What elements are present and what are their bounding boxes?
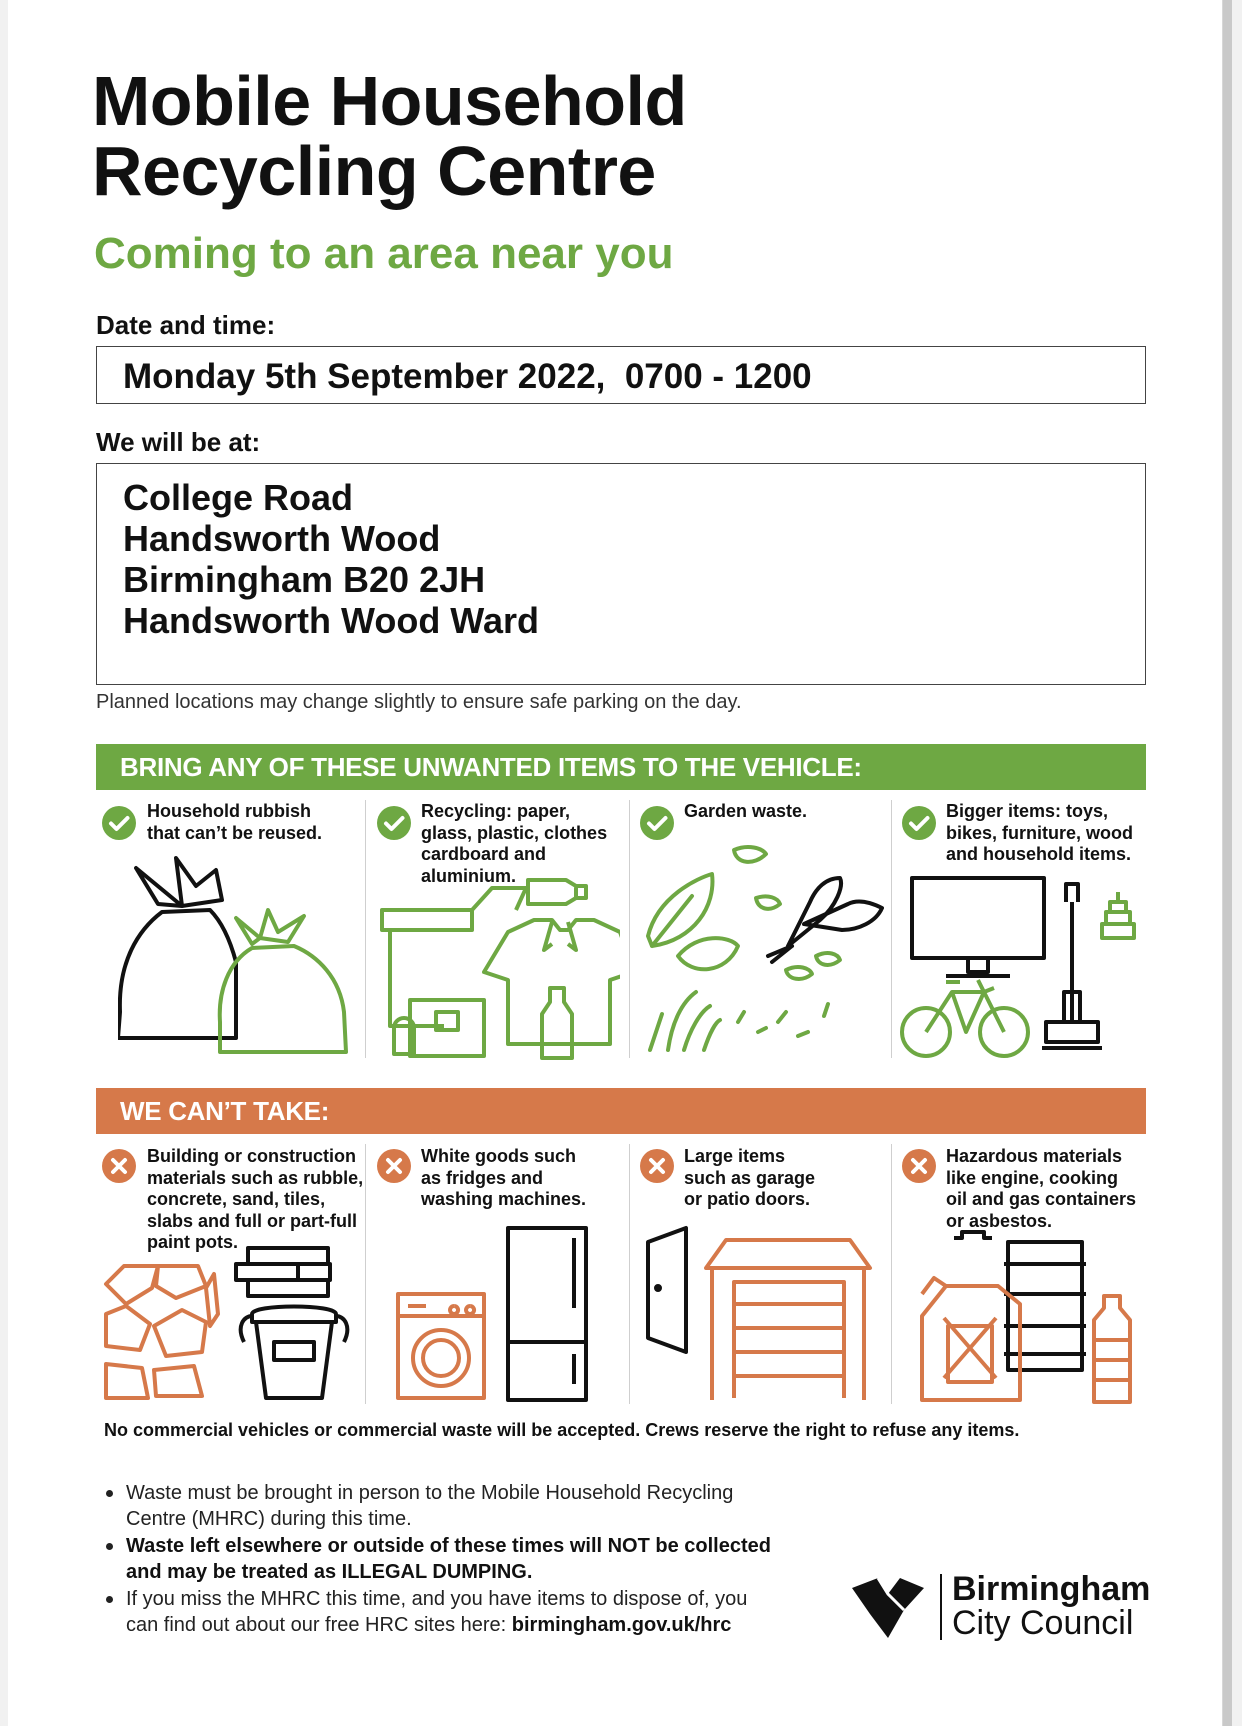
address-line: College Road xyxy=(123,477,354,518)
bring-items-heading: BRING ANY OF THESE UNWANTED ITEMS TO THE VEHICLE: xyxy=(96,744,1146,790)
bring-item-household-rubbish: Household rubbish that can’t be reused. xyxy=(147,801,323,843)
date-label: Date and time: xyxy=(96,310,276,340)
recycling-items-icon xyxy=(374,870,620,1060)
hrc-link[interactable]: birmingham.gov.uk/hrc xyxy=(511,1614,732,1636)
commercial-waste-note: No commercial vehicles or commercial waste will be accepted. Crews reserve the right to refuse any items. xyxy=(104,1420,1020,1440)
rubble-bricks-paint-icon xyxy=(102,1244,352,1404)
poster-page xyxy=(8,0,1223,1726)
rubbish-bags-icon xyxy=(118,852,354,1058)
address-line: Handsworth Wood Ward xyxy=(123,600,539,641)
bullet-item: Waste left elsewhere or outside of these times will NOT be collected and may be treated as ILLEGAL DUMPING. xyxy=(104,1533,784,1585)
check-icon xyxy=(377,806,411,840)
garden-waste-icon xyxy=(638,836,884,1058)
cant-take-heading: WE CAN’T TAKE: xyxy=(96,1088,1146,1134)
address-line: Handsworth Wood xyxy=(123,518,441,559)
cross-icon xyxy=(102,1149,136,1183)
council-heart-icon xyxy=(848,1574,928,1640)
cant-item-white-goods: White goods such as fridges and washing machines. xyxy=(421,1146,587,1209)
cross-icon xyxy=(377,1149,411,1183)
cross-icon xyxy=(902,1149,936,1183)
bring-item-bigger-items: Bigger items: toys, bikes, furniture, wood and household items. xyxy=(946,801,1134,864)
column-divider xyxy=(891,1144,892,1404)
column-divider xyxy=(891,800,892,1058)
check-icon xyxy=(102,806,136,840)
garage-door-icon xyxy=(644,1224,874,1404)
bring-item-recycling: Recycling: paper, glass, plastic, clothes cardboard and aluminium. xyxy=(421,801,608,886)
cant-item-hazardous: Hazardous materials like engine, cooking oil and gas containers or asbestos. xyxy=(946,1146,1137,1231)
logo-divider xyxy=(940,1574,942,1640)
page-title xyxy=(92,62,992,210)
location-label: We will be at: xyxy=(96,427,261,457)
cant-item-large-items: Large items such as garage or patio doors. xyxy=(684,1146,816,1209)
address-line: Birmingham B20 2JH xyxy=(123,559,486,600)
address-box xyxy=(96,463,1146,685)
title-line-2: Recycling Centre xyxy=(92,132,656,210)
cant-item-building-materials: Building or construction materials such as rubble, concrete, sand, tiles, slabs and full or part-full paint pots. xyxy=(147,1146,364,1252)
bigger-items-icon xyxy=(896,872,1146,1060)
column-divider xyxy=(365,800,366,1058)
bring-item-garden-waste: Garden waste. xyxy=(684,801,808,821)
date-box xyxy=(96,346,1146,404)
birmingham-city-council-logo xyxy=(848,1572,1168,1644)
date-value: Monday 5th September 2022, 0700 - 1200 xyxy=(123,357,812,396)
bullet-item: If you miss the MHRC this time, and you have items to dispose of, you can find out about our free HRC sites here: birmingham.gov.uk/hrc xyxy=(104,1586,784,1638)
column-divider xyxy=(629,1144,630,1404)
subtitle: Coming to an area near you xyxy=(94,229,674,278)
check-icon xyxy=(902,806,936,840)
column-divider xyxy=(365,1144,366,1404)
title-line-1: Mobile Household xyxy=(92,62,687,140)
bullet-item: Waste must be brought in person to the Mobile Household Recycling Centre (MHRC) during this time. xyxy=(104,1480,784,1532)
info-bullets xyxy=(104,1480,784,1638)
scrollbar[interactable] xyxy=(1223,0,1232,1726)
location-note: Planned locations may change slightly to ensure safe parking on the day. xyxy=(96,691,742,713)
cross-icon xyxy=(640,1149,674,1183)
hazardous-containers-icon xyxy=(908,1230,1148,1404)
column-divider xyxy=(629,800,630,1058)
council-name: Birmingham City Council xyxy=(952,1570,1151,1642)
check-icon xyxy=(640,806,674,840)
washing-machine-fridge-icon xyxy=(394,1224,594,1404)
